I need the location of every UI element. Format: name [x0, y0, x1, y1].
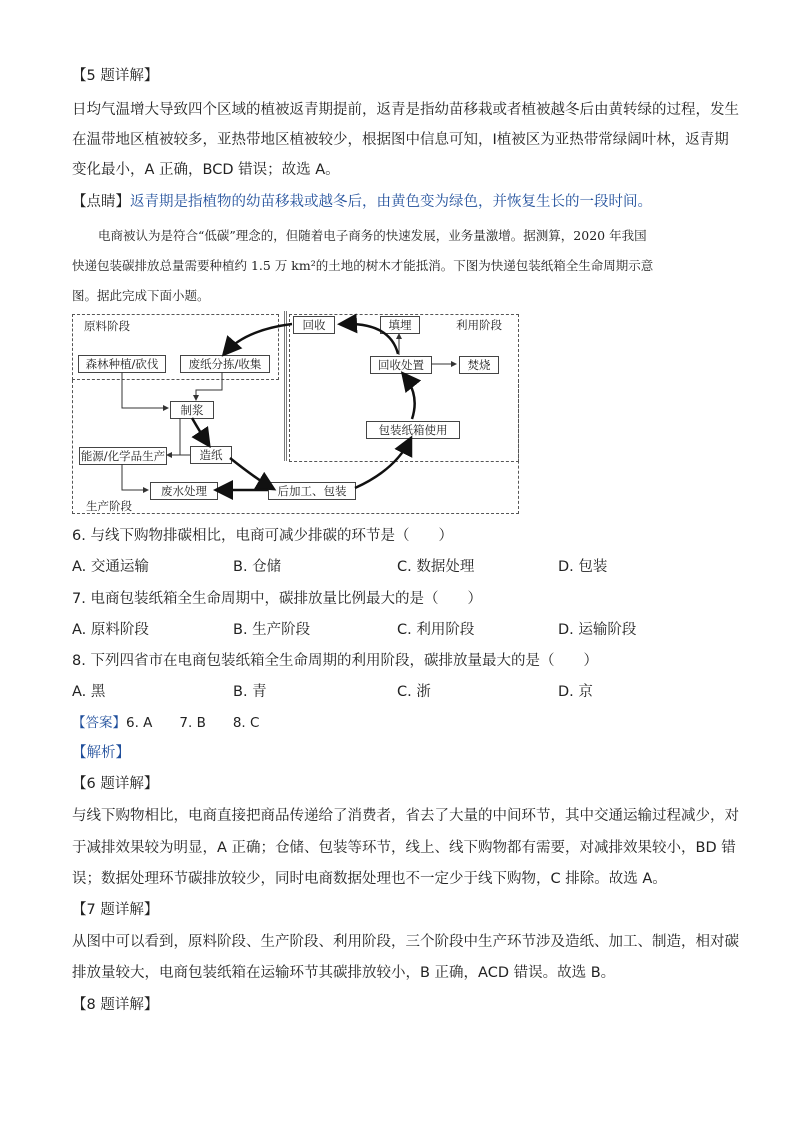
q7-option-b[interactable]: B. 生产阶段	[233, 622, 311, 638]
q6-option-a[interactable]: A. 交通运输	[72, 559, 149, 575]
arrow-energy-to-waste	[122, 464, 148, 490]
q7-line-2: 排放量较大，电商包装纸箱在运输环节其碳排放较小，B 正确，ACD 错误。故选 B。	[72, 965, 616, 981]
intro-line-3: 图。据此完成下面小题。	[72, 288, 210, 303]
q8-option-c[interactable]: C. 浙	[397, 684, 431, 700]
arrow-use-to-process	[404, 375, 415, 419]
arrow-post-to-use	[355, 440, 410, 488]
q6-line-1: 与线下购物相比，电商直接把商品传递给了消费者，省去了大量的中间环节，其中交通运输过程减少，对	[72, 808, 739, 824]
recycle-box: 回收	[293, 316, 335, 334]
q5-line-2: 在温带地区植被较多，亚热带地区植被较少，根据图中信息可知，Ⅰ植被区为亚热带常绿阔叶林，返青期	[72, 132, 729, 148]
recycle-process-box: 回收处置	[370, 356, 432, 374]
answer-row	[72, 713, 259, 733]
q6-line-2: 于减排效果较为明显，A 正确；仓储、包装等环节，线上、线下购物都有需要，对减排效果较小，BD 错	[72, 840, 736, 856]
arrow-paper-to-post	[230, 458, 272, 488]
pulp-box: 制浆	[170, 401, 214, 419]
q6-option-d[interactable]: D. 包装	[558, 559, 608, 575]
q7-heading: 【7 题详解】	[72, 902, 159, 918]
q5-line-3: 变化最小，A 正确，BCD 错误；故选 A。	[72, 162, 340, 178]
arrow-recycle-to-waste	[225, 324, 292, 353]
q8-heading: 【8 题详解】	[72, 997, 159, 1013]
q7-stem: 7. 电商包装纸箱全生命周期中，碳排放量比例最大的是（ ）	[72, 591, 482, 607]
stage-use-label: 利用阶段	[456, 318, 502, 332]
answer-label: 【答案】	[72, 715, 126, 731]
q8-stem: 8. 下列四省市在电商包装纸箱全生命周期的利用阶段，碳排放量最大的是（ ）	[72, 653, 598, 669]
q7-option-a[interactable]: A. 原料阶段	[72, 622, 149, 638]
analysis-label: 【解析】	[72, 745, 130, 761]
q6-heading: 【6 题详解】	[72, 776, 159, 792]
q6-stem: 6. 与线下购物排碳相比，电商可减少排碳的环节是（ ）	[72, 528, 453, 544]
q6-line-3: 误；数据处理环节碳排放较少，同时电商数据处理也不一定少于线下购物，C 排除。故选 A。	[72, 871, 667, 887]
waste-paper-box: 废纸分拣/收集	[180, 355, 270, 373]
tip-label: 【点睛】	[72, 194, 130, 210]
wastewater-box: 废水处理	[150, 482, 218, 500]
arrow-pulp-to-paper	[192, 418, 208, 444]
tip-text: 返青期是指植物的幼苗移栽或越冬后，由黄色变为绿色，并恢复生长的一段时间。	[130, 194, 652, 210]
postprocess-box: 后加工、包装	[268, 482, 356, 500]
q6-option-b[interactable]: B. 仓储	[233, 559, 282, 575]
q7-option-c[interactable]: C. 利用阶段	[397, 622, 475, 638]
q8-option-d[interactable]: D. 京	[558, 684, 593, 700]
arrow-waste-to-pulp	[196, 372, 222, 400]
answer-values: 6. A 7. B 8. C	[126, 715, 260, 731]
q8-option-a[interactable]: A. 黑	[72, 684, 106, 700]
box-use-box: 包装纸箱使用	[366, 421, 460, 439]
q7-line-1: 从图中可以看到，原料阶段、生产阶段、利用阶段，三个阶段中生产环节涉及造纸、加工、制造，相对碳	[72, 934, 739, 950]
arrow-process-to-recycle	[342, 324, 398, 354]
intro-line-1: 电商被认为是符合“低碳”理念的，但随着电子商务的快速发展，业务量激增。据测算，2020 年我国	[98, 228, 647, 243]
energy-box: 能源/化学品生产	[80, 449, 166, 463]
stage-raw-label: 原料阶段	[84, 319, 130, 333]
forest-box: 森林种植/砍伐	[78, 355, 166, 373]
arrow-forest-to-pulp	[122, 372, 168, 408]
q7-option-d[interactable]: D. 运输阶段	[558, 622, 637, 638]
stage-production-label: 生产阶段	[86, 499, 132, 513]
q8-option-b[interactable]: B. 青	[233, 684, 267, 700]
q5-heading: 【5 题详解】	[72, 68, 159, 84]
q6-option-c[interactable]: C. 数据处理	[397, 559, 475, 575]
intro-line-2: 快递包装碳排放总量需要种植约 1.5 万 km²的土地的树木才能抵消。下图为快递包装纸箱全生命周期示意	[72, 258, 654, 273]
papermaking-box: 造纸	[190, 446, 232, 464]
q5-line-1: 日均气温增大导致四个区域的植被返青期提前，返青是指幼苗移栽或者植被越冬后由黄转绿的过程，发生	[72, 102, 739, 118]
arrow-energy-link	[167, 418, 180, 455]
landfill-box: 填埋	[380, 316, 420, 334]
burn-box: 焚烧	[459, 356, 499, 374]
